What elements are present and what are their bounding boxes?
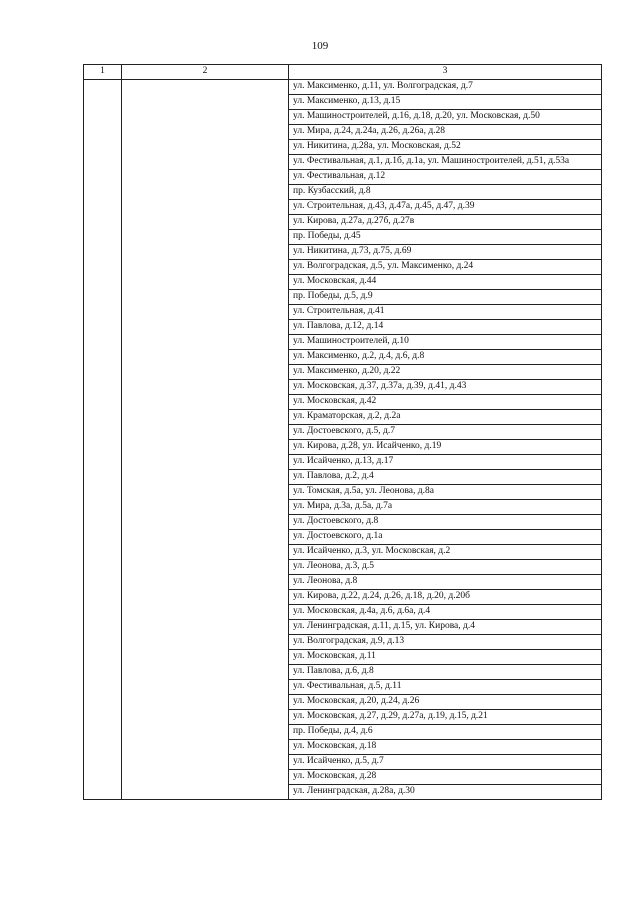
address-cell: ул. Ленинградская, д.11, д.15, ул. Кирова, д.4 xyxy=(289,619,602,634)
address-cell: пр. Победы, д.4, д.6 xyxy=(289,724,602,739)
table-body xyxy=(84,79,602,799)
address-cell: пр. Победы, д.45 xyxy=(289,229,602,244)
address-cell: ул. Павлова, д.12, д.14 xyxy=(289,319,602,334)
address-cell: ул. Фестивальная, д.1, д.1б, д.1а, ул. Машиностроителей, д.51, д.53а xyxy=(289,154,602,169)
address-cell: ул. Достоевского, д.8 xyxy=(289,514,602,529)
address-cell: ул. Волгоградская, д.9, д.13 xyxy=(289,634,602,649)
address-cell: ул. Машиностроителей, д.16, д.18, д.20, ул. Московская, д.50 xyxy=(289,109,602,124)
column-header-3: 3 xyxy=(289,65,602,80)
column-header-1: 1 xyxy=(84,65,122,80)
address-cell: ул. Никитина, д.73, д.75, д.69 xyxy=(289,244,602,259)
address-cell: ул. Строительная, д.43, д.47а, д.45, д.47, д.39 xyxy=(289,199,602,214)
address-cell: ул. Мира, д.3а, д.5а, д.7а xyxy=(289,499,602,514)
address-cell: ул. Никитина, д.28а, ул. Московская, д.52 xyxy=(289,139,602,154)
address-cell: ул. Ленинградская, д.28а, д.30 xyxy=(289,784,602,799)
address-cell: ул. Фестивальная, д.5, д.11 xyxy=(289,679,602,694)
address-cell: ул. Московская, д.27, д.29, д.27а, д.19, д.15, д.21 xyxy=(289,709,602,724)
address-cell: ул. Леонова, д.8 xyxy=(289,574,602,589)
address-cell: ул. Московская, д.11 xyxy=(289,649,602,664)
address-cell: ул. Московская, д.20, д.24, д.26 xyxy=(289,694,602,709)
address-cell: ул. Московская, д.37, д.37а, д.39, д.41, д.43 xyxy=(289,379,602,394)
address-cell: ул. Краматорская, д.2, д.2а xyxy=(289,409,602,424)
address-cell: ул. Машиностроителей, д.10 xyxy=(289,334,602,349)
address-cell: пр. Кузбасский, д.8 xyxy=(289,184,602,199)
address-cell: ул. Максименко, д.2, д.4, д.6, д.8 xyxy=(289,349,602,364)
address-table xyxy=(83,64,602,800)
address-cell: ул. Московская, д.44 xyxy=(289,274,602,289)
address-cell: ул. Кирова, д.22, д.24, д.26, д.18, д.20, д.20б xyxy=(289,589,602,604)
column-1-cell xyxy=(84,79,122,799)
address-cell: ул. Достоевского, д.1а xyxy=(289,529,602,544)
address-cell: ул. Достоевского, д.5, д.7 xyxy=(289,424,602,439)
address-cell: ул. Московская, д.4а, д.6, д.6а, д.4 xyxy=(289,604,602,619)
address-cell: ул. Исайченко, д.3, ул. Московская, д.2 xyxy=(289,544,602,559)
address-cell: ул. Московская, д.18 xyxy=(289,739,602,754)
address-cell: ул. Фестивальная, д.12 xyxy=(289,169,602,184)
page-number: 109 xyxy=(311,40,329,52)
address-cell: ул. Кирова, д.28, ул. Исайченко, д.19 xyxy=(289,439,602,454)
address-cell: ул. Максименко, д.20, д.22 xyxy=(289,364,602,379)
address-cell: ул. Максименко, д.13, д.15 xyxy=(289,94,602,109)
column-2-cell xyxy=(122,79,289,799)
table-row xyxy=(84,79,602,94)
header-row xyxy=(84,65,602,80)
address-cell: ул. Московская, д.28 xyxy=(289,769,602,784)
address-cell: ул. Мира, д.24, д.24а, д.26, д.26а, д.28 xyxy=(289,124,602,139)
address-cell: ул. Павлова, д.6, д.8 xyxy=(289,664,602,679)
address-cell: ул. Кирова, д.27а, д.27б, д.27в xyxy=(289,214,602,229)
address-cell: ул. Московская, д.42 xyxy=(289,394,602,409)
address-cell: ул. Исайченко, д.5, д.7 xyxy=(289,754,602,769)
address-cell: ул. Волгоградская, д.5, ул. Максименко, д.24 xyxy=(289,259,602,274)
address-cell: ул. Леонова, д.3, д.5 xyxy=(289,559,602,574)
address-cell: ул. Строительная, д.41 xyxy=(289,304,602,319)
column-header-2: 2 xyxy=(122,65,289,80)
address-cell: пр. Победы, д.5, д.9 xyxy=(289,289,602,304)
address-cell: ул. Томская, д.5а, ул. Леонова, д.8а xyxy=(289,484,602,499)
address-cell: ул. Павлова, д.2, д.4 xyxy=(289,469,602,484)
address-cell: ул. Исайченко, д.13, д.17 xyxy=(289,454,602,469)
address-cell: ул. Максименко, д.11, ул. Волгоградская, д.7 xyxy=(289,79,602,94)
